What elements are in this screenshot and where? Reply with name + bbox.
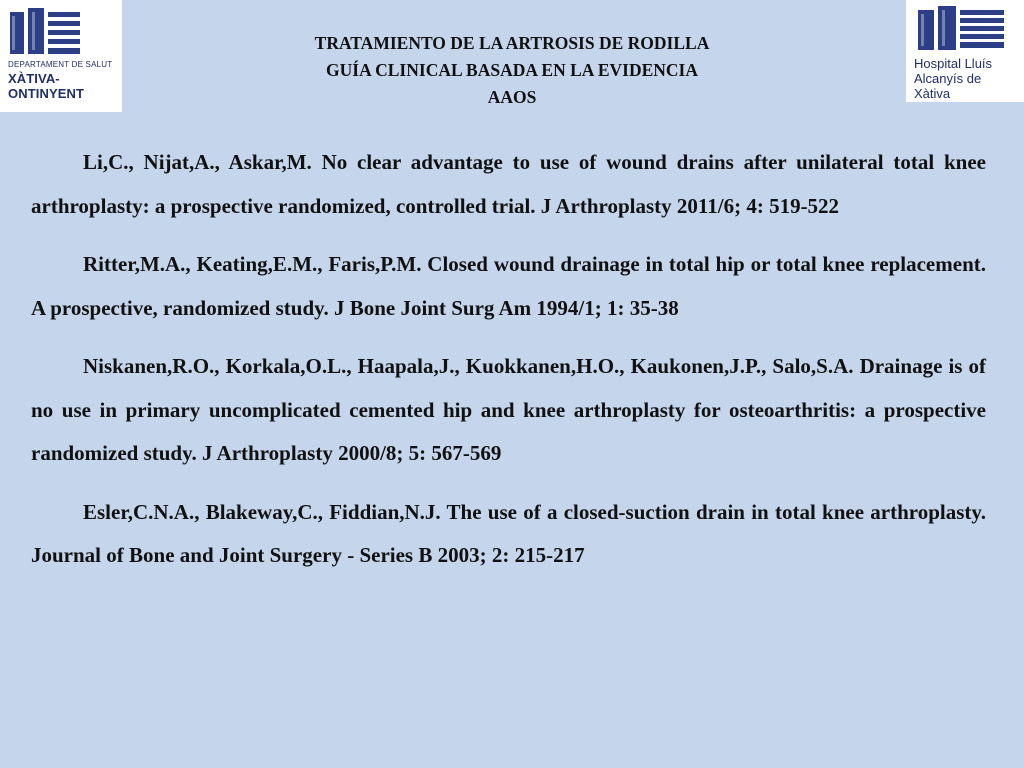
- title-line-1: TRATAMIENTO DE LA ARTROSIS DE RODILLA: [314, 33, 710, 53]
- building-icon: [10, 8, 80, 54]
- title-line-3: AAOS: [487, 87, 537, 107]
- reference-item: Niskanen,R.O., Korkala,O.L., Haapala,J., Kuokkanen,H.O., Kaukonen,J.P., Salo,S.A. Drainage is of no use in primary uncomplicated cemented hip and knee arthroplasty for osteoarthritis: a prospective randomized study. J Arthroplasty 2000/8; 5: 567-569: [31, 354, 986, 465]
- reference-item: Ritter,M.A., Keating,E.M., Faris,P.M. Closed wound drainage in total hip or total knee replacement. A prospective, randomized study. J Bone Joint Surg Am 1994/1; 1: 35-38: [31, 252, 986, 320]
- page-title: [212, 30, 812, 111]
- logo-department-name: XÀTIVA-ONTINYENT: [8, 71, 85, 101]
- title-line-2: GUÍA CLINICAL BASADA EN LA EVIDENCIA: [326, 60, 698, 80]
- reference-item: Esler,C.N.A., Blakeway,C., Fiddian,N.J. The use of a closed-suction drain in total knee arthroplasty. Journal of Bone and Joint Surgery - Series B 2003; 2: 215-217: [31, 499, 986, 567]
- building-icon: [918, 6, 1004, 50]
- hospital-logo: [906, 0, 1024, 102]
- logo-hospital-line2: Alcanyís de Xàtiva: [914, 71, 982, 101]
- logo-hospital-line1: Hospital Lluís: [914, 56, 993, 71]
- logo-department-label: DEPARTAMENT DE SALUT: [8, 60, 113, 69]
- reference-list: [31, 141, 986, 593]
- reference-item: Li,C., Nijat,A., Askar,M. No clear advantage to use of wound drains after unilateral total knee arthroplasty: a prospective randomized, controlled trial. J Arthroplasty 2011/6; 4: 519-522: [31, 150, 986, 218]
- department-logo: [0, 0, 122, 112]
